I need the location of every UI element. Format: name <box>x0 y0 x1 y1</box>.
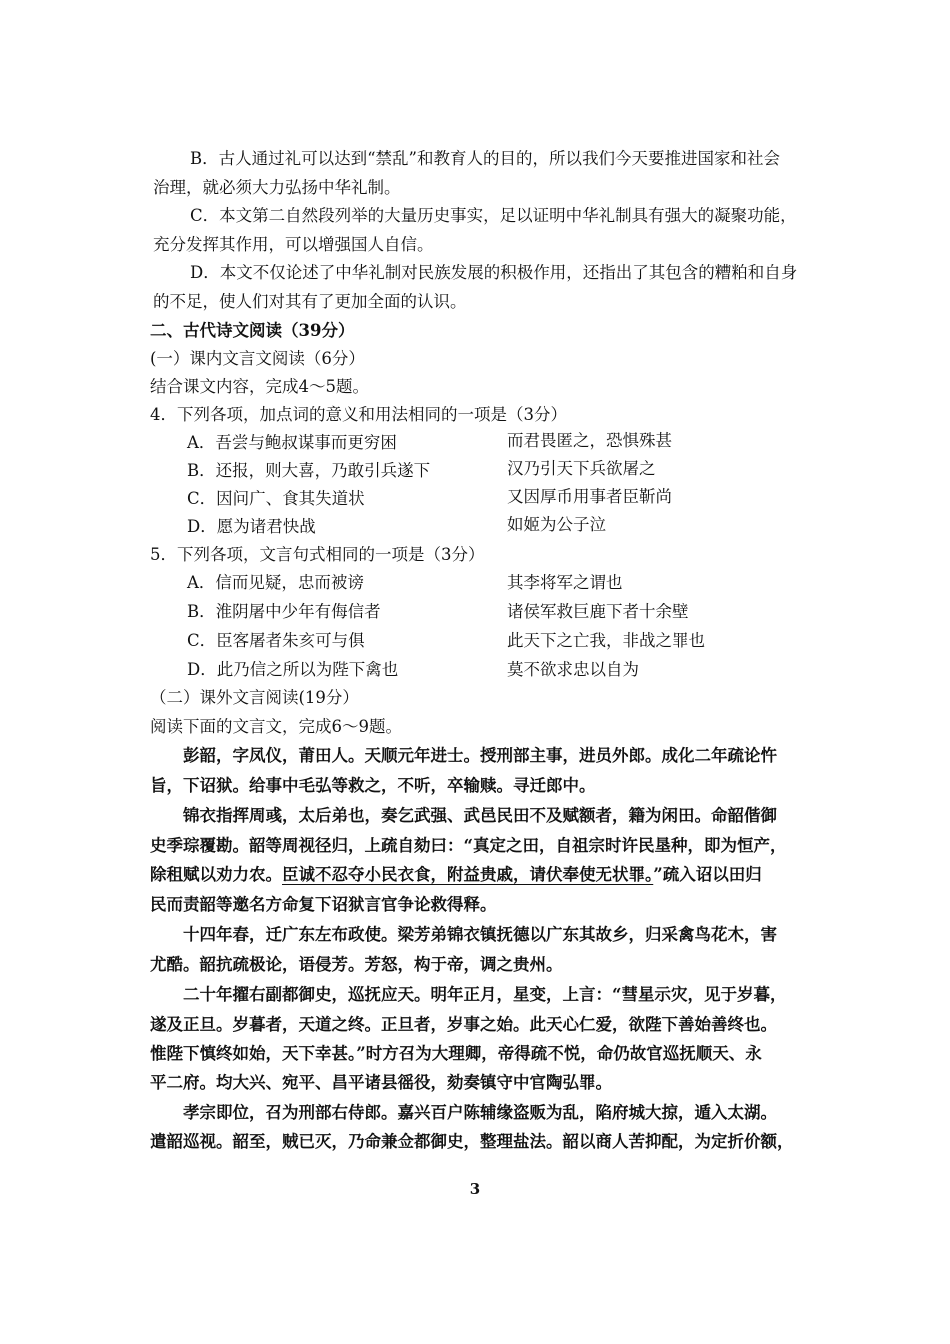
subsection-2-heading: （二）课外文言阅读(19分） <box>150 688 359 707</box>
q5-option-d-left: D．此乃信之所以为陛下禽也 <box>187 660 399 679</box>
q4-option-b-right: 汉乃引天下兵欲屠之 <box>507 459 656 478</box>
passage-line: 孝宗即位，召为刑部右侍郎。嘉兴百户陈辅缘盗贩为乱，陷府城大掠，遁入太湖。 <box>183 1103 777 1122</box>
passage-line: 彭韶，字凤仪，莆田人。天顺元年进士。授刑部主事，进员外郎。成化二年疏论忤 <box>183 746 777 765</box>
q4-option-c-right: 又因厚币用事者臣靳尚 <box>507 487 672 506</box>
option-c-line-1: C．本文第二自然段列举的大量历史事实，足以证明中华礼制具有强大的凝聚功能， <box>190 206 797 225</box>
q5-option-c-right: 此天下之亡我，非战之罪也 <box>507 631 705 650</box>
subsection-1-heading: (一）课内文言文阅读（6分） <box>150 349 365 368</box>
passage-line: 民而责韶等邀名方命复下诏狱言官争论救得释。 <box>150 895 497 914</box>
option-d-line-1: D．本文不仅论述了中华礼制对民族发展的积极作用，还指出了其包含的糟粕和自身 <box>190 263 798 282</box>
question-4-stem: 4．下列各项，加点词的意义和用法相同的一项是（3分） <box>150 405 567 424</box>
option-b-line-2: 治理，就必须大力弘扬中华礼制。 <box>153 178 401 197</box>
q5-option-b-right: 诸侯军救巨鹿下者十余壁 <box>507 602 689 621</box>
passage-line: 二十年擢右副都御史，巡抚应天。明年正月，星变，上言：“彗星示灾，见于岁暮， <box>183 985 787 1004</box>
option-d-line-2: 的不足，使人们对其有了更加全面的认识。 <box>153 292 467 311</box>
page-number: 3 <box>469 1180 481 1198</box>
passage-line-with-underline <box>150 864 762 886</box>
q5-option-b-left: B．淮阴屠中少年有侮信者 <box>187 602 381 621</box>
q5-option-d-right: 莫不欲求忠以自为 <box>507 660 639 679</box>
passage-line: 史季琮覆勘。韶等周视径归，上疏自劾曰：“真定之田，自祖宗时许民垦种，即为恒产， <box>150 836 787 855</box>
q4-option-a-right: 而君畏匿之，恐惧殊甚 <box>507 431 672 450</box>
passage-line: 旨，下诏狱。给事中毛弘等救之，不听，卒输赎。寻迁郎中。 <box>150 776 596 795</box>
q5-option-c-left: C．臣客屠者朱亥可与俱 <box>187 631 365 650</box>
subsection-2-instruction: 阅读下面的文言文，完成6～9题。 <box>150 717 402 736</box>
q4-option-d-right: 如姬为公子泣 <box>507 515 606 534</box>
passage-line: 遣韶巡视。韶至，贼已灭，乃命兼佥都御史，整理盐法。韶以商人苦抑配，为定折价额， <box>150 1132 794 1151</box>
option-c-line-2: 充分发挥其作用，可以增强国人自信。 <box>153 235 434 254</box>
q4-option-a-left: A．吾尝与鲍叔谋事而更穷困 <box>187 433 397 452</box>
passage-line: 尤酷。韶抗疏极论，语侵芳。芳怒，构于帝，调之贵州。 <box>150 955 563 974</box>
passage-text: 除租赋以劝力农。 <box>150 865 282 884</box>
subsection-1-instruction: 结合课文内容，完成4～5题。 <box>150 377 369 396</box>
q5-option-a-left: A．信而见疑，忠而被谤 <box>187 573 364 592</box>
passage-line: 遂及正旦。岁暮者，天道之终。正旦者，岁事之始。此天心仁爱，欲陛下善始善终也。 <box>150 1015 777 1034</box>
q4-option-d-left: D．愿为诸君快战 <box>187 517 316 536</box>
passage-line: 平二府。均大兴、宛平、昌平诸县徭役，劾奏镇守中官陶弘罪。 <box>150 1073 612 1092</box>
question-5-stem: 5．下列各项，文言句式相同的一项是（3分） <box>150 545 485 564</box>
q4-option-c-left: C．因问广、食其失道状 <box>187 489 365 508</box>
q4-option-b-left: B．还报，则大喜，乃敢引兵遂下 <box>187 461 431 480</box>
option-b-line-1: B．古人通过礼可以达到“禁乱”和教育人的目的，所以我们今天要推进国家和社会 <box>190 149 780 168</box>
passage-line: 惟陛下慎终如始，天下幸甚。”时方召为大理卿，帝得疏不悦，命仍故官巡抚顺天、永 <box>150 1044 762 1063</box>
section-heading: 二、古代诗文阅读（39分） <box>150 321 355 340</box>
q5-option-a-right: 其李将军之谓也 <box>507 573 623 592</box>
passage-line: 锦衣指挥周彧，太后弟也，奏乞武强、武邑民田不及赋额者，籍为闲田。命韶偕御 <box>183 806 777 825</box>
underlined-sentence: 臣诚不忍夺小民衣食，附益贵戚，请伏奉使无状罪。 <box>282 865 654 884</box>
passage-line: 十四年春，迁广东左布政使。梁芳弟锦衣镇抚德以广东其故乡，归采禽鸟花木，害 <box>183 925 777 944</box>
passage-text: ”疏入诏以田归 <box>653 865 762 884</box>
